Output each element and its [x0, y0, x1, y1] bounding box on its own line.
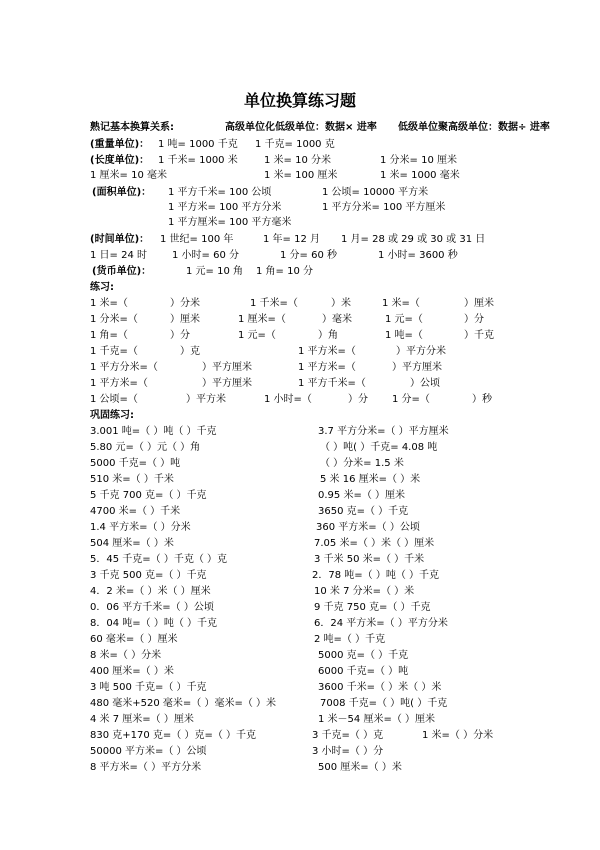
weight-label: (重量单位)：: [90, 139, 150, 150]
weight-item: 1 吨= 1000 千克: [158, 139, 238, 150]
consolidation-question: 4 米 7 厘米=（ ）厘米: [90, 714, 194, 725]
time-item: 1 年= 12 月: [263, 234, 321, 245]
consolidation-question: 830 克+170 克=（ ）克=（ ）千克: [90, 730, 257, 741]
consolidation-question: 2．78 吨=（ ）吨（ ）千克: [312, 570, 440, 581]
length-item: 1 米= 10 分米: [264, 155, 332, 166]
length-item: 1 分米= 10 厘米: [380, 155, 458, 166]
practice-unit: ）克: [180, 346, 200, 357]
consolidation-question: 6．24 平方米=（ ）平方分米: [314, 618, 448, 629]
time-item: 1 世纪= 100 年: [160, 234, 234, 245]
length-label: (长度单位)：: [90, 155, 150, 166]
consolidation-question: 5000 千克=（ ）吨: [90, 458, 181, 469]
practice-unit: ）平方米: [186, 394, 226, 405]
practice-unit: ）分: [170, 330, 190, 341]
practice-unit: ）平方厘米: [392, 362, 442, 373]
consolidation-question: 6000 千克=（ ）吨: [318, 666, 409, 677]
consolidation-question: 0．06 平方千米=（ ）公顷: [90, 602, 214, 613]
consolidation-question: 8．04 吨=（ ）吨（ ）千克: [90, 618, 218, 629]
practice-unit: ）平方厘米: [202, 378, 252, 389]
consolidation-question: 7.05 米=（ ）米（ ）厘米: [314, 538, 435, 549]
practice-unit: ）角: [318, 330, 338, 341]
practice-question: 1 平方米=（: [298, 346, 356, 357]
practice-question: 1 元=（: [238, 330, 276, 341]
practice-unit: ）分米: [170, 298, 200, 309]
weight-item: 1 千克= 1000 克: [255, 139, 335, 150]
practice-question: 1 千克=（: [90, 346, 138, 357]
practice-unit: ）平方厘米: [202, 362, 252, 373]
consolidation-question: 8 米=（ ）分米: [90, 650, 162, 661]
practice-question: 1 公顷=（: [90, 394, 138, 405]
time-label: (时间单位)：: [90, 234, 150, 245]
consolidation-question: 480 毫米+520 毫米=（ ）毫米=（ ）米: [90, 698, 277, 709]
practice-label: 练习:: [90, 282, 114, 293]
consolidation-question: 3 千米 50 米=（ ）千米: [314, 554, 425, 565]
practice-question: 1 小时=（: [264, 394, 312, 405]
time-item: 1 分= 60 秒: [280, 250, 338, 261]
consolidation-question: 5 米 16 厘米=（ ）米: [320, 474, 421, 485]
page-title: 单位换算练习题: [243, 91, 356, 110]
consolidation-question: 7008 千克=（ ）吨( ）千克: [320, 698, 448, 709]
area-label: (面积单位)：: [92, 187, 152, 198]
practice-unit: ）厘米: [170, 314, 200, 325]
consolidation-question: 5000 克=（ ）千克: [318, 650, 409, 661]
consolidation-question: （ ）吨( ）千克= 4.08 吨: [320, 442, 438, 453]
consolidation-question: 50000 平方米=（ ）公顷: [90, 746, 207, 757]
rule-high-to-low: 高级单位化低级单位：数据× 进率: [225, 122, 377, 133]
practice-unit: ）分: [348, 394, 368, 405]
area-item: 1 平方米= 100 平方分米: [168, 202, 282, 213]
practice-unit: ）平方分米: [396, 346, 446, 357]
rule-low-to-high: 低级单位聚高级单位：数据÷ 进率: [398, 122, 550, 133]
consolidation-question: 1 米=（ ）分米: [422, 730, 494, 741]
consolidation-question: 3.001 吨=（ ）吨（ ）千克: [90, 426, 217, 437]
consolidation-question: 500 厘米=（ ）米: [318, 762, 402, 773]
practice-unit: ）毫米: [322, 314, 352, 325]
length-item: 1 厘米= 10 毫米: [90, 170, 168, 181]
time-item: 1 小时= 60 分: [172, 250, 240, 261]
consolidation-question: 360 平方米=（ ）公顷: [316, 522, 420, 533]
practice-unit: ）公顷: [410, 378, 440, 389]
length-item: 1 米= 100 厘米: [264, 170, 338, 181]
consolidation-question: 504 厘米=（ ）米: [90, 538, 174, 549]
money-item: 1 角= 10 分: [256, 266, 314, 277]
consolidation-question: 5 千克 700 克=（ ）千克: [90, 490, 207, 501]
consolidation-question: （ ）分米= 1.5 米: [320, 458, 404, 469]
consolidation-question: 10 米 7 分米=（ ）米: [314, 586, 415, 597]
practice-question: 1 角=（: [90, 330, 128, 341]
practice-question: 1 平方米=（: [90, 378, 148, 389]
practice-question: 1 吨=（: [385, 330, 423, 341]
practice-question: 1 平方分米=（: [90, 362, 158, 373]
consolidation-question: 3.7 平方分米=（ ）平方厘米: [318, 426, 449, 437]
practice-question: 1 元=（: [385, 314, 423, 325]
consolidation-label: 巩固练习:: [90, 410, 134, 421]
practice-question: 1 米=（: [90, 298, 128, 309]
consolidation-question: 5.80 元=（ ）元（ ）角: [90, 442, 201, 453]
consolidation-question: 3 吨 500 千克=（ ）千克: [90, 682, 207, 693]
consolidation-question: 3 千克 500 克=（ ）千克: [90, 570, 207, 581]
practice-unit: ）分: [464, 314, 484, 325]
practice-unit: ）千克: [464, 330, 494, 341]
consolidation-question: 0.95 米=（ ）厘米: [318, 490, 406, 501]
area-item: 1 平方千米= 100 公顷: [168, 187, 272, 198]
consolidation-question: 3 千克=（ ）克: [312, 730, 384, 741]
consolidation-question: 9 千克 750 克=（ ）千克: [314, 602, 431, 613]
practice-question: 1 平方千米=（: [298, 378, 366, 389]
consolidation-question: 4700 米=（ ）千米: [90, 506, 181, 517]
consolidation-question: 60 毫米=（ ）厘米: [90, 634, 178, 645]
area-item: 1 平方分米= 100 平方厘米: [322, 202, 446, 213]
area-item: 1 平方厘米= 100 平方毫米: [168, 217, 292, 228]
time-item: 1 月= 28 或 29 或 30 或 31 日: [341, 234, 486, 245]
consolidation-question: 3650 克=（ ）千克: [318, 506, 409, 517]
money-label: (货币单位)：: [92, 266, 152, 277]
practice-question: 1 平方米=（: [298, 362, 356, 373]
consolidation-question: 8 平方米=（ ）平方分米: [90, 762, 202, 773]
practice-unit: ）秒: [472, 394, 492, 405]
consolidation-question: 4．2 米=（ ）米（ ）厘米: [90, 586, 211, 597]
consolidation-question: 1.4 平方米=（ ）分米: [90, 522, 191, 533]
time-item: 1 日= 24 时: [90, 250, 148, 261]
area-item: 1 公顷= 10000 平方米: [322, 187, 429, 198]
relations-label: 熟记基本换算关系:: [90, 122, 174, 133]
consolidation-question: 510 米=（ ）千米: [90, 474, 174, 485]
practice-unit: ）米: [331, 298, 351, 309]
length-item: 1 米= 1000 毫米: [380, 170, 460, 181]
consolidation-question: 1 米－54 厘米=（ ）厘米: [318, 714, 436, 725]
practice-unit: ）厘米: [464, 298, 494, 309]
consolidation-question: 400 厘米=（ ）米: [90, 666, 174, 677]
consolidation-question: 3600 千米=（ ）米（ ）米: [318, 682, 442, 693]
practice-question: 1 分米=（: [90, 314, 138, 325]
length-item: 1 千米= 1000 米: [158, 155, 238, 166]
consolidation-question: 3 小时=（ ）分: [312, 746, 384, 757]
consolidation-question: 2 吨=（ ）千克: [314, 634, 386, 645]
time-item: 1 小时= 3600 秒: [378, 250, 458, 261]
practice-question: 1 米=（: [382, 298, 420, 309]
practice-question: 1 分=（: [392, 394, 430, 405]
consolidation-question: 5．45 千克=（ ）千克（ ）克: [90, 554, 228, 565]
practice-question: 1 千米=（: [250, 298, 298, 309]
money-item: 1 元= 10 角: [186, 266, 244, 277]
practice-question: 1 厘米=（: [238, 314, 286, 325]
